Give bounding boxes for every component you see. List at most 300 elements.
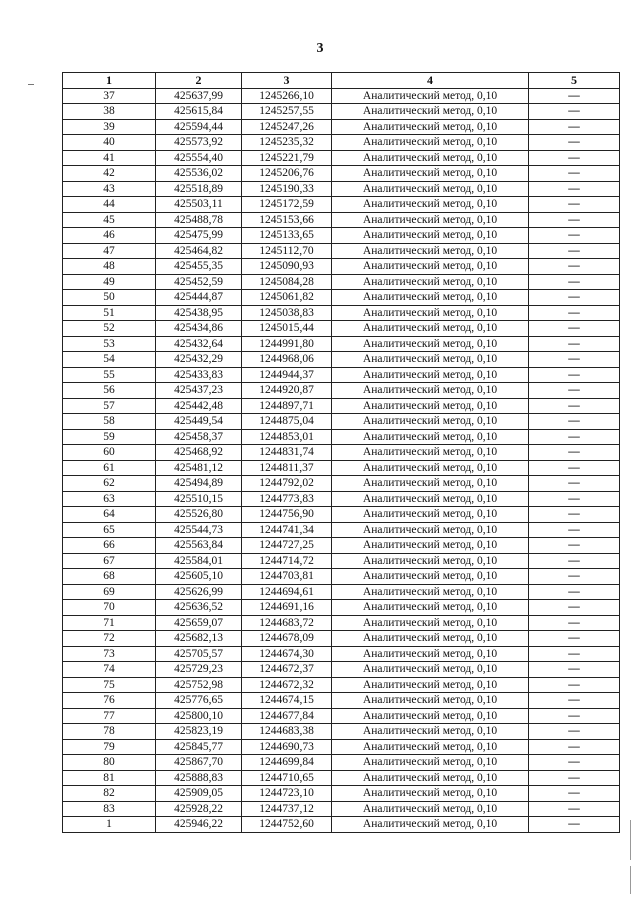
y-coordinate-cell: 1244691,16 — [242, 600, 332, 616]
y-coordinate-cell: 1244773,83 — [242, 491, 332, 507]
x-coordinate-cell: 425605,10 — [156, 569, 242, 585]
point-number-cell: 79 — [63, 739, 156, 755]
method-cell: Аналитический метод, 0,10 — [332, 801, 529, 817]
note-cell: — — [529, 801, 620, 817]
point-number-cell: 44 — [63, 197, 156, 213]
point-number-cell: 40 — [63, 135, 156, 151]
x-coordinate-cell: 425464,82 — [156, 243, 242, 259]
table-row — [63, 600, 620, 616]
note-cell: — — [529, 445, 620, 461]
y-coordinate-cell: 1244672,37 — [242, 662, 332, 678]
method-cell: Аналитический метод, 0,10 — [332, 553, 529, 569]
y-coordinate-cell: 1244792,02 — [242, 476, 332, 492]
y-coordinate-cell: 1244674,30 — [242, 646, 332, 662]
note-cell: — — [529, 321, 620, 337]
method-cell: Аналитический метод, 0,10 — [332, 212, 529, 228]
point-number-cell: 59 — [63, 429, 156, 445]
point-number-cell: 65 — [63, 522, 156, 538]
x-coordinate-cell: 425432,29 — [156, 352, 242, 368]
table-row — [63, 88, 620, 104]
column-header-5: 5 — [529, 73, 620, 89]
y-coordinate-cell: 1244875,04 — [242, 414, 332, 430]
point-number-cell: 62 — [63, 476, 156, 492]
y-coordinate-cell: 1244920,87 — [242, 383, 332, 399]
note-cell: — — [529, 693, 620, 709]
method-cell: Аналитический метод, 0,10 — [332, 383, 529, 399]
table-row — [63, 522, 620, 538]
x-coordinate-cell: 425437,23 — [156, 383, 242, 399]
method-cell: Аналитический метод, 0,10 — [332, 476, 529, 492]
point-number-cell: 42 — [63, 166, 156, 182]
note-cell: — — [529, 460, 620, 476]
x-coordinate-cell: 425705,57 — [156, 646, 242, 662]
method-cell: Аналитический метод, 0,10 — [332, 197, 529, 213]
note-cell: — — [529, 228, 620, 244]
note-cell: — — [529, 150, 620, 166]
y-coordinate-cell: 1244831,74 — [242, 445, 332, 461]
note-cell: — — [529, 336, 620, 352]
point-number-cell: 75 — [63, 677, 156, 693]
point-number-cell: 43 — [63, 181, 156, 197]
table-row — [63, 739, 620, 755]
y-coordinate-cell: 1244944,37 — [242, 367, 332, 383]
table-body — [63, 88, 620, 832]
point-number-cell: 67 — [63, 553, 156, 569]
scan-edge-mark-bottom — [630, 866, 631, 894]
x-coordinate-cell: 425573,92 — [156, 135, 242, 151]
y-coordinate-cell: 1244678,09 — [242, 631, 332, 647]
note-cell: — — [529, 274, 620, 290]
column-header-2: 2 — [156, 73, 242, 89]
note-cell: — — [529, 755, 620, 771]
y-coordinate-cell: 1245133,65 — [242, 228, 332, 244]
y-coordinate-cell: 1244752,60 — [242, 817, 332, 833]
y-coordinate-cell: 1244683,72 — [242, 615, 332, 631]
note-cell: — — [529, 786, 620, 802]
x-coordinate-cell: 425636,52 — [156, 600, 242, 616]
x-coordinate-cell: 425503,11 — [156, 197, 242, 213]
table-row — [63, 708, 620, 724]
x-coordinate-cell: 425867,70 — [156, 755, 242, 771]
x-coordinate-cell: 425594,44 — [156, 119, 242, 135]
method-cell: Аналитический метод, 0,10 — [332, 770, 529, 786]
y-coordinate-cell: 1244703,81 — [242, 569, 332, 585]
point-number-cell: 63 — [63, 491, 156, 507]
y-coordinate-cell: 1244694,61 — [242, 584, 332, 600]
note-cell: — — [529, 429, 620, 445]
point-number-cell: 68 — [63, 569, 156, 585]
y-coordinate-cell: 1244737,12 — [242, 801, 332, 817]
x-coordinate-cell: 425475,99 — [156, 228, 242, 244]
method-cell: Аналитический метод, 0,10 — [332, 398, 529, 414]
table-row — [63, 119, 620, 135]
point-number-cell: 38 — [63, 104, 156, 120]
table-row — [63, 646, 620, 662]
point-number-cell: 49 — [63, 274, 156, 290]
y-coordinate-cell: 1244727,25 — [242, 538, 332, 554]
method-cell: Аналитический метод, 0,10 — [332, 584, 529, 600]
x-coordinate-cell: 425563,84 — [156, 538, 242, 554]
note-cell: — — [529, 305, 620, 321]
table-row — [63, 801, 620, 817]
note-cell: — — [529, 197, 620, 213]
y-coordinate-cell: 1245061,82 — [242, 290, 332, 306]
note-cell: — — [529, 135, 620, 151]
table-row — [63, 693, 620, 709]
note-cell: — — [529, 88, 620, 104]
table-row — [63, 770, 620, 786]
note-cell: — — [529, 352, 620, 368]
note-cell: — — [529, 259, 620, 275]
coordinates-table-container — [62, 72, 619, 833]
table-row — [63, 259, 620, 275]
y-coordinate-cell: 1244710,65 — [242, 770, 332, 786]
y-coordinate-cell: 1244853,01 — [242, 429, 332, 445]
table-row — [63, 724, 620, 740]
point-number-cell: 39 — [63, 119, 156, 135]
y-coordinate-cell: 1244741,34 — [242, 522, 332, 538]
method-cell: Аналитический метод, 0,10 — [332, 507, 529, 523]
x-coordinate-cell: 425659,07 — [156, 615, 242, 631]
method-cell: Аналитический метод, 0,10 — [332, 693, 529, 709]
method-cell: Аналитический метод, 0,10 — [332, 538, 529, 554]
x-coordinate-cell: 425752,98 — [156, 677, 242, 693]
point-number-cell: 41 — [63, 150, 156, 166]
method-cell: Аналитический метод, 0,10 — [332, 150, 529, 166]
table-header-row — [63, 73, 620, 89]
point-number-cell: 55 — [63, 367, 156, 383]
method-cell: Аналитический метод, 0,10 — [332, 460, 529, 476]
y-coordinate-cell: 1244683,38 — [242, 724, 332, 740]
point-number-cell: 74 — [63, 662, 156, 678]
point-number-cell: 61 — [63, 460, 156, 476]
method-cell: Аналитический метод, 0,10 — [332, 646, 529, 662]
method-cell: Аналитический метод, 0,10 — [332, 755, 529, 771]
page-number: 3 — [316, 41, 324, 56]
point-number-cell: 78 — [63, 724, 156, 740]
table-row — [63, 569, 620, 585]
x-coordinate-cell: 425682,13 — [156, 631, 242, 647]
column-header-3: 3 — [242, 73, 332, 89]
table-row — [63, 817, 620, 833]
table-row — [63, 290, 620, 306]
point-number-cell: 37 — [63, 88, 156, 104]
y-coordinate-cell: 1244677,84 — [242, 708, 332, 724]
table-row — [63, 584, 620, 600]
table-row — [63, 197, 620, 213]
y-coordinate-cell: 1245235,32 — [242, 135, 332, 151]
method-cell: Аналитический метод, 0,10 — [332, 135, 529, 151]
table-row — [63, 321, 620, 337]
y-coordinate-cell: 1245084,28 — [242, 274, 332, 290]
table-row — [63, 352, 620, 368]
method-cell: Аналитический метод, 0,10 — [332, 119, 529, 135]
x-coordinate-cell: 425526,80 — [156, 507, 242, 523]
x-coordinate-cell: 425432,64 — [156, 336, 242, 352]
method-cell: Аналитический метод, 0,10 — [332, 615, 529, 631]
y-coordinate-cell: 1244991,80 — [242, 336, 332, 352]
x-coordinate-cell: 425615,84 — [156, 104, 242, 120]
point-number-cell: 64 — [63, 507, 156, 523]
table-row — [63, 243, 620, 259]
point-number-cell: 71 — [63, 615, 156, 631]
table-row — [63, 429, 620, 445]
method-cell: Аналитический метод, 0,10 — [332, 662, 529, 678]
point-number-cell: 51 — [63, 305, 156, 321]
y-coordinate-cell: 1244714,72 — [242, 553, 332, 569]
x-coordinate-cell: 425433,83 — [156, 367, 242, 383]
note-cell: — — [529, 522, 620, 538]
x-coordinate-cell: 425626,99 — [156, 584, 242, 600]
table-row — [63, 104, 620, 120]
y-coordinate-cell: 1245206,76 — [242, 166, 332, 182]
x-coordinate-cell: 425452,59 — [156, 274, 242, 290]
table-row — [63, 476, 620, 492]
x-coordinate-cell: 425776,65 — [156, 693, 242, 709]
x-coordinate-cell: 425544,73 — [156, 522, 242, 538]
x-coordinate-cell: 425444,87 — [156, 290, 242, 306]
table-row — [63, 150, 620, 166]
x-coordinate-cell: 425518,89 — [156, 181, 242, 197]
point-number-cell: 58 — [63, 414, 156, 430]
table-row — [63, 336, 620, 352]
table-row — [63, 135, 620, 151]
method-cell: Аналитический метод, 0,10 — [332, 445, 529, 461]
y-coordinate-cell: 1245090,93 — [242, 259, 332, 275]
x-coordinate-cell: 425584,01 — [156, 553, 242, 569]
y-coordinate-cell: 1245112,70 — [242, 243, 332, 259]
point-number-cell: 72 — [63, 631, 156, 647]
x-coordinate-cell: 425434,86 — [156, 321, 242, 337]
table-row — [63, 677, 620, 693]
point-number-cell: 56 — [63, 383, 156, 399]
method-cell: Аналитический метод, 0,10 — [332, 569, 529, 585]
point-number-cell: 57 — [63, 398, 156, 414]
table-row — [63, 414, 620, 430]
note-cell: — — [529, 708, 620, 724]
table-row — [63, 367, 620, 383]
y-coordinate-cell: 1244968,06 — [242, 352, 332, 368]
point-number-cell: 77 — [63, 708, 156, 724]
note-cell: — — [529, 817, 620, 833]
y-coordinate-cell: 1245038,83 — [242, 305, 332, 321]
method-cell: Аналитический метод, 0,10 — [332, 88, 529, 104]
y-coordinate-cell: 1245221,79 — [242, 150, 332, 166]
method-cell: Аналитический метод, 0,10 — [332, 600, 529, 616]
table-row — [63, 538, 620, 554]
method-cell: Аналитический метод, 0,10 — [332, 522, 529, 538]
point-number-cell: 48 — [63, 259, 156, 275]
point-number-cell: 53 — [63, 336, 156, 352]
method-cell: Аналитический метод, 0,10 — [332, 677, 529, 693]
note-cell: — — [529, 615, 620, 631]
y-coordinate-cell: 1245266,10 — [242, 88, 332, 104]
coordinates-table — [62, 72, 620, 833]
x-coordinate-cell: 425438,95 — [156, 305, 242, 321]
x-coordinate-cell: 425510,15 — [156, 491, 242, 507]
method-cell: Аналитический метод, 0,10 — [332, 290, 529, 306]
x-coordinate-cell: 425909,05 — [156, 786, 242, 802]
point-number-cell: 52 — [63, 321, 156, 337]
method-cell: Аналитический метод, 0,10 — [332, 367, 529, 383]
y-coordinate-cell: 1244690,73 — [242, 739, 332, 755]
x-coordinate-cell: 425637,99 — [156, 88, 242, 104]
x-coordinate-cell: 425449,54 — [156, 414, 242, 430]
table-row — [63, 274, 620, 290]
method-cell: Аналитический метод, 0,10 — [332, 336, 529, 352]
note-cell: — — [529, 290, 620, 306]
table-row — [63, 662, 620, 678]
y-coordinate-cell: 1245247,26 — [242, 119, 332, 135]
method-cell: Аналитический метод, 0,10 — [332, 243, 529, 259]
table-row — [63, 383, 620, 399]
table-row — [63, 755, 620, 771]
method-cell: Аналитический метод, 0,10 — [332, 352, 529, 368]
column-header-1: 1 — [63, 73, 156, 89]
method-cell: Аналитический метод, 0,10 — [332, 786, 529, 802]
method-cell: Аналитический метод, 0,10 — [332, 491, 529, 507]
table-row — [63, 553, 620, 569]
column-header-4: 4 — [332, 73, 529, 89]
method-cell: Аналитический метод, 0,10 — [332, 321, 529, 337]
note-cell: — — [529, 166, 620, 182]
point-number-cell: 54 — [63, 352, 156, 368]
note-cell: — — [529, 569, 620, 585]
note-cell: — — [529, 414, 620, 430]
point-number-cell: 76 — [63, 693, 156, 709]
note-cell: — — [529, 181, 620, 197]
method-cell: Аналитический метод, 0,10 — [332, 305, 529, 321]
method-cell: Аналитический метод, 0,10 — [332, 259, 529, 275]
point-number-cell: 66 — [63, 538, 156, 554]
y-coordinate-cell: 1245015,44 — [242, 321, 332, 337]
table-row — [63, 166, 620, 182]
note-cell: — — [529, 104, 620, 120]
note-cell: — — [529, 677, 620, 693]
note-cell: — — [529, 600, 620, 616]
y-coordinate-cell: 1244897,71 — [242, 398, 332, 414]
x-coordinate-cell: 425845,77 — [156, 739, 242, 755]
x-coordinate-cell: 425729,23 — [156, 662, 242, 678]
method-cell: Аналитический метод, 0,10 — [332, 429, 529, 445]
y-coordinate-cell: 1244672,32 — [242, 677, 332, 693]
note-cell: — — [529, 662, 620, 678]
point-number-cell: 45 — [63, 212, 156, 228]
method-cell: Аналитический метод, 0,10 — [332, 274, 529, 290]
table-row — [63, 631, 620, 647]
y-coordinate-cell: 1244723,10 — [242, 786, 332, 802]
point-number-cell: 83 — [63, 801, 156, 817]
x-coordinate-cell: 425946,22 — [156, 817, 242, 833]
x-coordinate-cell: 425554,40 — [156, 150, 242, 166]
note-cell: — — [529, 476, 620, 492]
table-row — [63, 305, 620, 321]
note-cell: — — [529, 507, 620, 523]
y-coordinate-cell: 1244699,84 — [242, 755, 332, 771]
y-coordinate-cell: 1244756,90 — [242, 507, 332, 523]
method-cell: Аналитический метод, 0,10 — [332, 104, 529, 120]
note-cell: — — [529, 491, 620, 507]
table-row — [63, 491, 620, 507]
table-row — [63, 445, 620, 461]
method-cell: Аналитический метод, 0,10 — [332, 708, 529, 724]
note-cell: — — [529, 383, 620, 399]
table-row — [63, 615, 620, 631]
point-number-cell: 73 — [63, 646, 156, 662]
note-cell: — — [529, 739, 620, 755]
point-number-cell: 50 — [63, 290, 156, 306]
method-cell: Аналитический метод, 0,10 — [332, 739, 529, 755]
x-coordinate-cell: 425800,10 — [156, 708, 242, 724]
x-coordinate-cell: 425455,35 — [156, 259, 242, 275]
x-coordinate-cell: 425823,19 — [156, 724, 242, 740]
point-number-cell: 80 — [63, 755, 156, 771]
point-number-cell: 70 — [63, 600, 156, 616]
note-cell: — — [529, 398, 620, 414]
note-cell: — — [529, 553, 620, 569]
point-number-cell: 81 — [63, 770, 156, 786]
point-number-cell: 82 — [63, 786, 156, 802]
table-row — [63, 228, 620, 244]
x-coordinate-cell: 425488,78 — [156, 212, 242, 228]
point-number-cell: 46 — [63, 228, 156, 244]
y-coordinate-cell: 1245257,55 — [242, 104, 332, 120]
note-cell: — — [529, 646, 620, 662]
point-number-cell: 60 — [63, 445, 156, 461]
table-row — [63, 398, 620, 414]
note-cell: — — [529, 724, 620, 740]
note-cell: — — [529, 631, 620, 647]
y-coordinate-cell: 1245172,59 — [242, 197, 332, 213]
method-cell: Аналитический метод, 0,10 — [332, 817, 529, 833]
note-cell: — — [529, 119, 620, 135]
note-cell: — — [529, 243, 620, 259]
x-coordinate-cell: 425494,89 — [156, 476, 242, 492]
scan-mark — [28, 84, 34, 85]
note-cell: — — [529, 212, 620, 228]
method-cell: Аналитический метод, 0,10 — [332, 724, 529, 740]
note-cell: — — [529, 367, 620, 383]
table-row — [63, 460, 620, 476]
y-coordinate-cell: 1244674,15 — [242, 693, 332, 709]
note-cell: — — [529, 584, 620, 600]
x-coordinate-cell: 425888,83 — [156, 770, 242, 786]
scan-edge-mark-top — [630, 820, 631, 860]
method-cell: Аналитический метод, 0,10 — [332, 181, 529, 197]
x-coordinate-cell: 425458,37 — [156, 429, 242, 445]
y-coordinate-cell: 1244811,37 — [242, 460, 332, 476]
point-number-cell: 47 — [63, 243, 156, 259]
table-row — [63, 181, 620, 197]
note-cell: — — [529, 538, 620, 554]
x-coordinate-cell: 425442,48 — [156, 398, 242, 414]
note-cell: — — [529, 770, 620, 786]
x-coordinate-cell: 425468,92 — [156, 445, 242, 461]
y-coordinate-cell: 1245153,66 — [242, 212, 332, 228]
table-row — [63, 786, 620, 802]
x-coordinate-cell: 425928,22 — [156, 801, 242, 817]
point-number-cell: 1 — [63, 817, 156, 833]
method-cell: Аналитический метод, 0,10 — [332, 631, 529, 647]
table-row — [63, 212, 620, 228]
point-number-cell: 69 — [63, 584, 156, 600]
x-coordinate-cell: 425536,02 — [156, 166, 242, 182]
method-cell: Аналитический метод, 0,10 — [332, 414, 529, 430]
table-row — [63, 507, 620, 523]
x-coordinate-cell: 425481,12 — [156, 460, 242, 476]
method-cell: Аналитический метод, 0,10 — [332, 228, 529, 244]
y-coordinate-cell: 1245190,33 — [242, 181, 332, 197]
